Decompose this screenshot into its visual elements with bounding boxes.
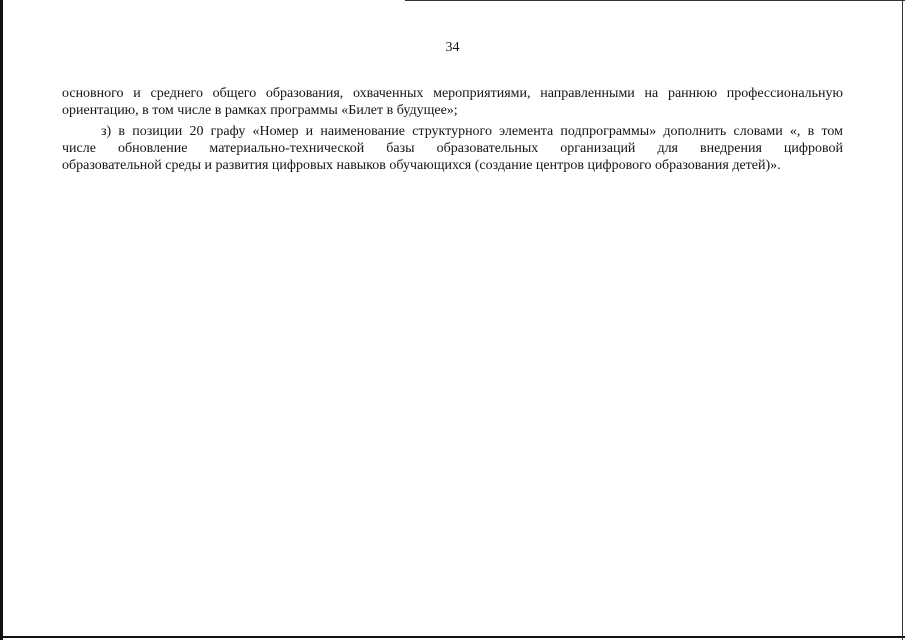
text-line: ориентацию, в том числе в рамках программы «Билет в будущее»; bbox=[62, 103, 458, 118]
scan-border-bottom bbox=[0, 636, 905, 638]
scan-border-left bbox=[0, 0, 3, 640]
body-text bbox=[62, 85, 843, 174]
page-number: 34 bbox=[445, 40, 460, 55]
scan-border-top bbox=[405, 0, 905, 1]
text-line: основного и среднего общего образования, охваченных мероприятиями, направленными на раннюю профессиональную bbox=[62, 86, 843, 101]
text-line: числе обновление материально-технической базы образовательных организаций для внедрения цифровой bbox=[62, 141, 843, 156]
text-line: з) в позиции 20 графу «Номер и наименование структурного элемента подпрограммы» дополнить словами «, в том bbox=[101, 124, 843, 139]
paragraph-continuation bbox=[62, 85, 843, 119]
paragraph-item-z bbox=[62, 123, 843, 174]
text-line: образовательной среды и развития цифровых навыков обучающихся (создание центров цифрового образования детей)». bbox=[62, 158, 781, 173]
scan-border-right bbox=[902, 0, 903, 640]
